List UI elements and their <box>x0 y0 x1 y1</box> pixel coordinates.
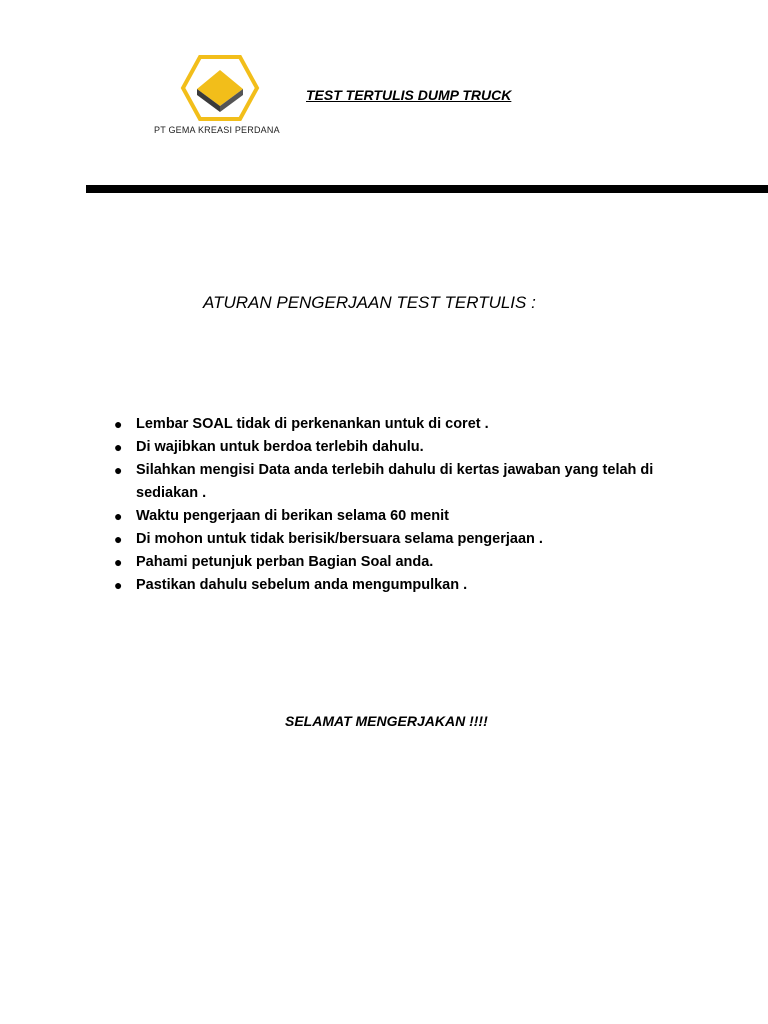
bullet-icon: ● <box>114 416 123 432</box>
list-item: ● Di mohon untuk tidak berisik/bersuara selama pengerjaan . <box>112 528 672 551</box>
list-item: ● Pastikan dahulu sebelum anda mengumpulkan . <box>112 574 672 597</box>
rules-heading: ATURAN PENGERJAAN TEST TERTULIS : <box>203 293 536 312</box>
list-item: ● Silahkan mengisi Data anda terlebih dahulu di kertas jawaban yang telah di sediakan . <box>112 459 672 505</box>
list-item: ● Waktu pengerjaan di berikan selama 60 menit <box>112 505 672 528</box>
list-item: ● Lembar SOAL tidak di perkenankan untuk di coret . <box>112 413 672 436</box>
bullet-icon: ● <box>114 508 123 524</box>
bullet-icon: ● <box>114 531 123 547</box>
list-item: ● Di wajibkan untuk berdoa terlebih dahulu. <box>112 436 672 459</box>
rules-list <box>112 413 672 597</box>
document-title: TEST TERTULIS DUMP TRUCK <box>306 87 512 103</box>
company-logo <box>150 54 295 140</box>
bullet-icon: ● <box>114 554 123 570</box>
bullet-icon: ● <box>114 439 123 455</box>
hexagon-logo-icon <box>180 54 260 122</box>
closing-message: SELAMAT MENGERJAKAN !!!! <box>285 713 488 729</box>
company-name: PT GEMA KREASI PERDANA <box>154 125 280 135</box>
bullet-icon: ● <box>114 462 123 478</box>
header-divider <box>86 185 768 193</box>
bullet-icon: ● <box>114 577 123 593</box>
list-item: ● Pahami petunjuk perban Bagian Soal anda. <box>112 551 672 574</box>
